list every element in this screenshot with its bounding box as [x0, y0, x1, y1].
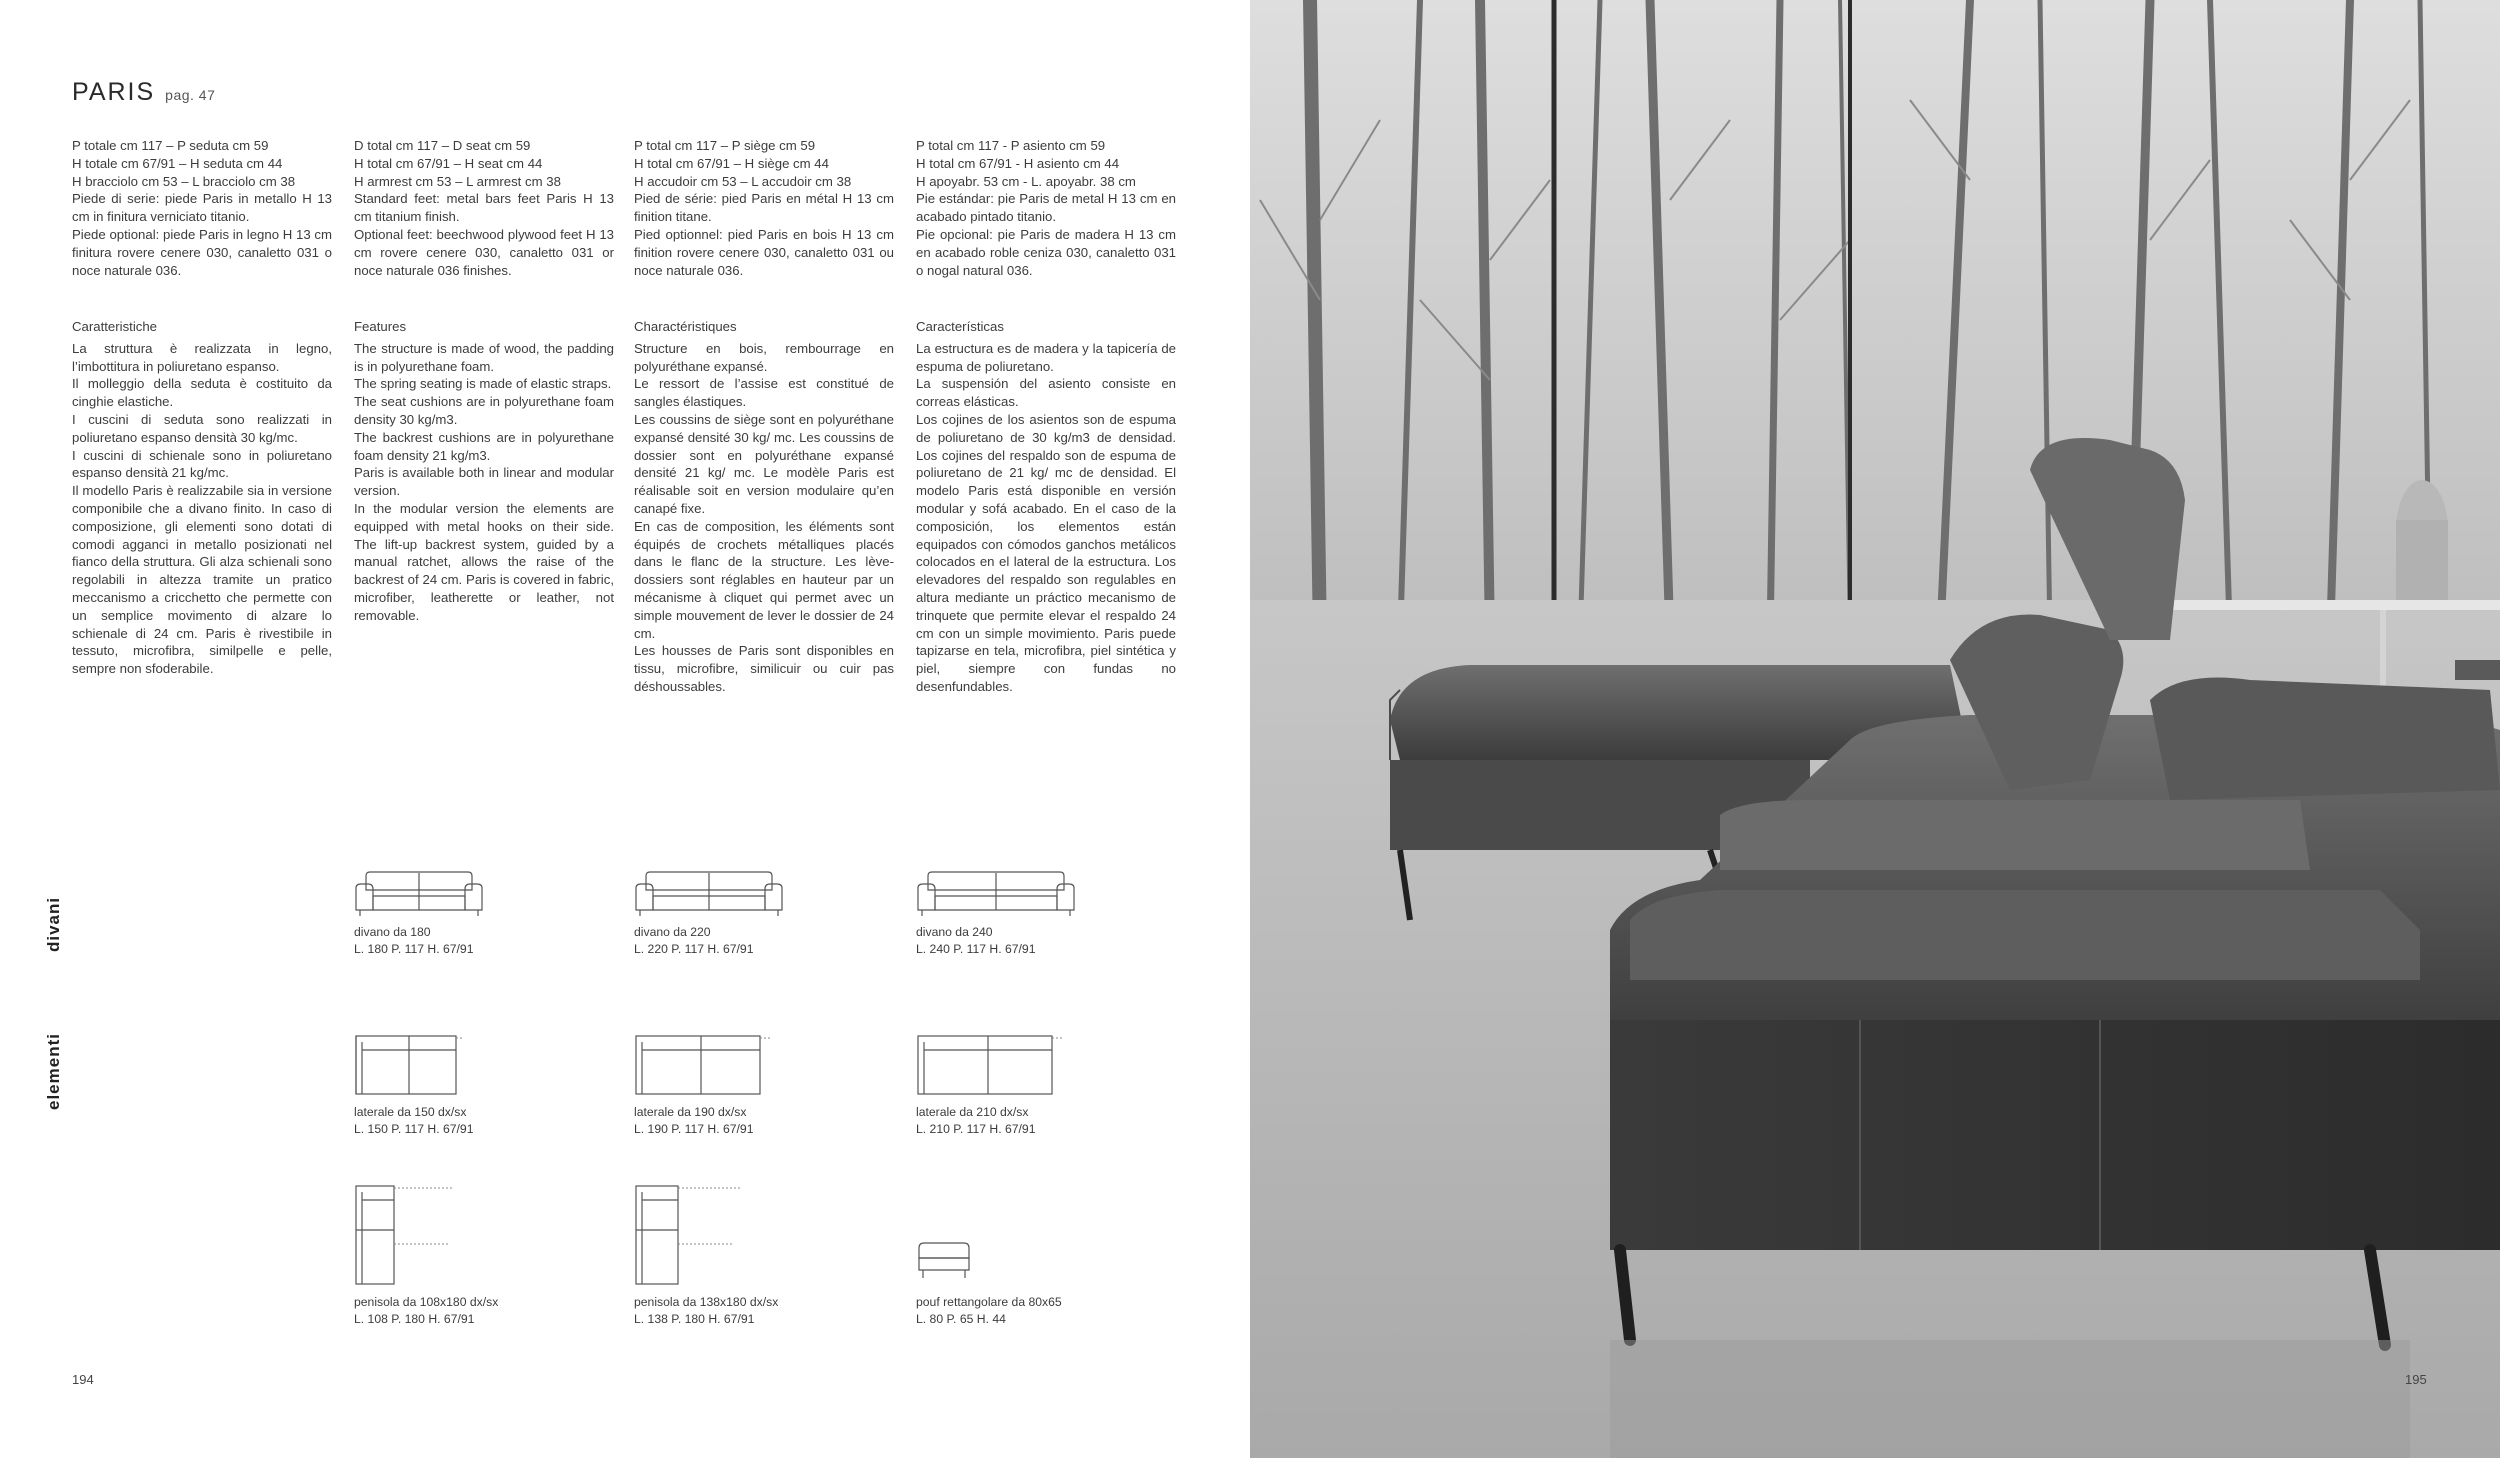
product-caption: [354, 1294, 554, 1328]
feature-line: La suspensión del asiento consiste en correas elásticas.: [916, 376, 1176, 410]
product-name: pouf rettangolare da 80x65: [916, 1295, 1062, 1309]
feature-line: Il modello Paris è realizzabile sia in versione componibile che a divano finito. In caso di composizione, gli elementi sono dotati di comodi agganci in metallo posizionati nel fianco della struttura. Gli alza schienali sono regolabili in altezza tramite un pratico meccanismo a cricchetto che permette con un semplice movimento di alzare lo schienale di 24 cm. Paris è rivestibile in tessuto, microfibra, similpelle e pelle, sempre non sfoderabile.: [72, 483, 332, 677]
product-caption: [634, 924, 834, 958]
spec-line: Pied optionnel: pied Paris en bois H 13 cm finition rovere cenere 030, canaletto 031 ou noce naturale 036.: [634, 226, 894, 278]
feature-line: The seat cushions are in polyurethane foam density 30 kg/m3.: [354, 394, 614, 427]
feature-line: Les housses de Paris sont disponibles en tissu, microfibre, similicuir ou cuir pas déshoussables.: [634, 643, 894, 694]
features-column-fr: [634, 318, 894, 696]
feature-line: Los cojines de los asientos son de espuma de poliuretano de 30 kg/m3 de densidad. Los cojines del respaldo son de espuma de poliuretano de 21 kg/ mc de densidad. El modelo Paris está disponible en versión modular y sofá acabado. En el caso de la composición, los elementos están equipados con cómodos ganchos metálicos colocados en el lateral de la estructura. Los elevadores del respaldo son regulables en altura mediante un práctico mecanismo de trinquete que permite elevar el respaldo 24 cm con un simple movimiento. Paris puede tapizarse en tela, microfibra, piel sintética y piel, siempre con fundas no desenfundables.: [916, 411, 1176, 694]
product-caption: [634, 1104, 834, 1138]
spec-column-en: [354, 137, 614, 279]
product-dimensions: L. 210 P. 117 H. 67/91: [916, 1122, 1036, 1136]
spec-line: Optional feet: beechwood plywood feet H 13 cm rovere cenere 030, canaletto 031 or noce naturale 036 finishes.: [354, 226, 614, 278]
feature-line: I cuscini di schienale sono in poliuretano espanso densità 21 kg/mc.: [72, 447, 332, 481]
laterale-210-drawing: [916, 1034, 1066, 1098]
feature-line: La estructura es de madera y la tapicería de espuma de poliuretano.: [916, 340, 1176, 374]
features-heading: Caratteristiche: [72, 319, 158, 334]
product-dimensions: L. 190 P. 117 H. 67/91: [634, 1122, 754, 1136]
product-divano-240: [916, 870, 1116, 958]
product-dimensions: L. 180 P. 117 H. 67/91: [354, 942, 474, 956]
feature-line: En cas de composition, les éléments sont équipés de crochets métalliques placés dans le flanc de la structure. Les lève-dossiers sont réglables en hauteur par un mécanisme à cliquet qui permet avec un simple mouvement de lever le dossier de 24 cm.: [634, 518, 894, 641]
feature-line: The spring seating is made of elastic straps.: [354, 376, 612, 392]
features-column-it: [72, 318, 332, 678]
spec-line: H armrest cm 53 – L armrest cm 38: [354, 173, 561, 189]
spec-line: H bracciolo cm 53 – L bracciolo cm 38: [72, 173, 296, 189]
product-dimensions: L. 150 P. 117 H. 67/91: [354, 1122, 474, 1136]
product-title: [72, 78, 215, 107]
feature-line: La struttura è realizzata in legno, l’imbottitura in poliuretano espanso.: [72, 340, 332, 374]
spec-line: P totale cm 117 – P seduta cm 59: [72, 138, 269, 153]
sofa-240-drawing: [916, 870, 1076, 918]
features-heading: Charactéristiques: [634, 319, 737, 334]
product-penisola-108x180: [354, 1184, 554, 1328]
spec-line: H total cm 67/91 – H seat cm 44: [354, 155, 543, 171]
features-heading: Características: [916, 319, 1004, 334]
product-caption: [916, 924, 1116, 958]
product-dimensions: L. 220 P. 117 H. 67/91: [634, 942, 754, 956]
product-divano-220: [634, 870, 834, 958]
feature-line: The structure is made of wood, the padding is in polyurethane foam.: [354, 340, 614, 374]
spec-line: H apoyabr. 53 cm - L. apoyabr. 38 cm: [916, 173, 1136, 189]
product-name: penisola da 108x180 dx/sx: [354, 1295, 499, 1309]
product-name: divano da 240: [916, 925, 993, 939]
sofa-scene-illustration: [1250, 0, 2500, 1458]
product-laterale-210: [916, 1034, 1116, 1138]
penisola-138-drawing: [634, 1184, 744, 1288]
spec-column-it: [72, 137, 332, 279]
feature-line: Les coussins de siège sont en polyuréthane expansé densité 30 kg/ mc. Les coussins de dossier sont en polyuréthane expansé densité 21 kg/ mc. Le modèle Paris est réalisable soit en version modulaire qu’en canapé fixe.: [634, 411, 894, 516]
features-column-en: [354, 318, 614, 625]
spec-column-es: [916, 137, 1176, 279]
spec-line: Pie opcional: pie Paris de madera H 13 cm en acabado roble ceniza 030, canaletto 031 o nogal natural 036.: [916, 226, 1176, 278]
spec-line: H accudoir cm 53 – L accudoir cm 38: [634, 173, 852, 189]
feature-line: Paris is available both in linear and modular version.: [354, 465, 614, 499]
features-column-es: [916, 318, 1176, 696]
product-caption: [916, 1104, 1116, 1138]
features-heading: Features: [354, 319, 407, 334]
laterale-190-drawing: [634, 1034, 774, 1098]
spec-line: D total cm 117 – D seat cm 59: [354, 138, 531, 153]
sofa-220-drawing: [634, 870, 784, 918]
product-name: penisola da 138x180 dx/sx: [634, 1295, 779, 1309]
spec-line: H total cm 67/91 – H siège cm 44: [634, 155, 829, 171]
spec-line: Standard feet: metal bars feet Paris H 13 cm titanium finish.: [354, 191, 614, 225]
feature-line: In the modular version the elements are equipped with metal hooks on their side. The lift-up backrest system, guided by a manual ratchet, allows the raise of the backrest of 24 cm. Paris is covered in fabric, microfiber, leatherette or leather, not removable.: [354, 500, 614, 623]
product-caption: [354, 1104, 554, 1138]
sofa-180-drawing: [354, 870, 484, 918]
product-name: divano da 220: [634, 925, 711, 939]
feature-line: I cuscini di seduta sono realizzati in poliuretano espanso densità 30 kg/mc.: [72, 411, 332, 445]
product-caption: [916, 1294, 1116, 1328]
section-label-divani: divani: [44, 896, 63, 952]
product-caption: [634, 1294, 834, 1328]
pouf-drawing: [916, 1240, 976, 1288]
feature-line: Il molleggio della seduta è costituito da cinghie elastiche.: [72, 376, 332, 410]
sofa-photo: [1250, 0, 2500, 1458]
product-dimensions: L. 138 P. 180 H. 67/91: [634, 1312, 755, 1326]
feature-line: Le ressort de l’assise est constitué de sangles élastiques.: [634, 376, 894, 410]
spec-line: Piede optional: piede Paris in legno H 13 cm finitura rovere cenere 030, canaletto 031 o noce naturale 036.: [72, 226, 332, 278]
product-penisola-138x180: [634, 1184, 834, 1328]
product-dimensions: L. 108 P. 180 H. 67/91: [354, 1312, 475, 1326]
spec-line: Pied de série: pied Paris en métal H 13 cm finition titane.: [634, 191, 894, 225]
product-laterale-190: [634, 1034, 834, 1138]
product-name: PARIS: [72, 78, 156, 106]
product-dimensions: L. 80 P. 65 H. 44: [916, 1312, 1006, 1326]
spec-column-fr: [634, 137, 894, 279]
spec-line: P total cm 117 – P siège cm 59: [634, 138, 816, 153]
product-name: divano da 180: [354, 925, 431, 939]
spec-line: H totale cm 67/91 – H seduta cm 44: [72, 155, 283, 171]
page-reference: pag. 47: [165, 87, 216, 103]
feature-line: Structure en bois, rembourrage en polyuréthane expansé.: [634, 340, 894, 374]
spec-line: Piede di serie: piede Paris in metallo H 13 cm in finitura verniciato titanio.: [72, 191, 332, 225]
laterale-150-drawing: [354, 1034, 464, 1098]
product-divano-180: [354, 870, 554, 958]
product-pouf-80x65: [916, 1240, 1116, 1328]
page-number-right: 195: [2405, 1372, 2427, 1387]
product-name: laterale da 190 dx/sx: [634, 1105, 747, 1119]
penisola-108-drawing: [354, 1184, 454, 1288]
spec-line: Pie estándar: pie Paris de metal H 13 cm en acabado pintado titanio.: [916, 191, 1176, 225]
product-laterale-150: [354, 1034, 554, 1138]
product-name: laterale da 150 dx/sx: [354, 1105, 467, 1119]
section-label-elementi: elementi: [44, 1033, 63, 1110]
feature-line: The backrest cushions are in polyurethane foam density 21 kg/m3.: [354, 429, 614, 463]
spec-line: P total cm 117 - P asiento cm 59: [916, 138, 1106, 153]
spec-line: H total cm 67/91 - H asiento cm 44: [916, 155, 1120, 171]
product-name: laterale da 210 dx/sx: [916, 1105, 1029, 1119]
product-caption: [354, 924, 554, 958]
product-dimensions: L. 240 P. 117 H. 67/91: [916, 942, 1036, 956]
page-number-left: 194: [72, 1372, 94, 1387]
